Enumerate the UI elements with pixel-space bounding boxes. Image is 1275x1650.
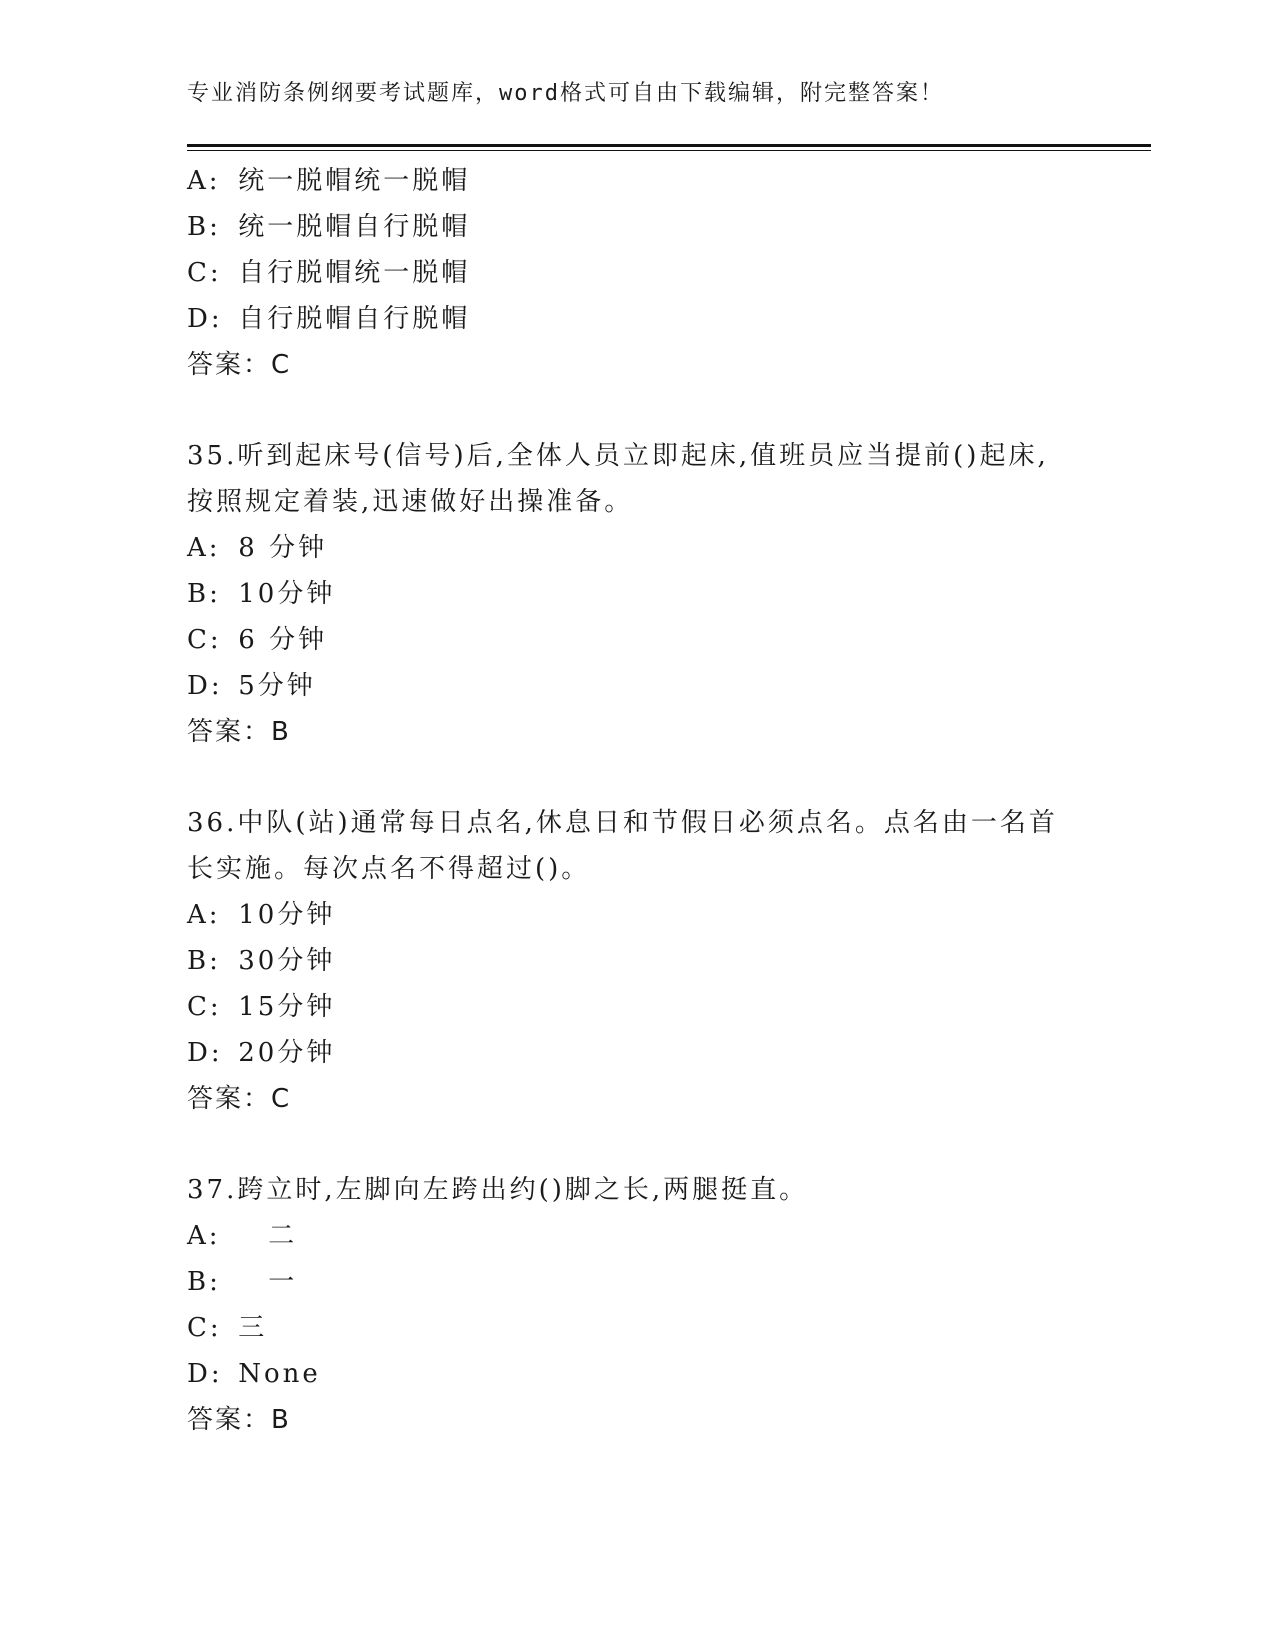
option-b: B: 30分钟 <box>187 946 336 976</box>
option-d: D: 20分钟 <box>187 1038 336 1068</box>
question-text: 35.听到起床号(信号)后,全体人员立即起床,值班员应当提前()起床,按照规定着装,迅速做好出操准备。 <box>187 441 1049 517</box>
answer: 答案：C <box>187 350 292 380</box>
option-a: A: 10分钟 <box>187 900 336 930</box>
option-b: B: 10分钟 <box>187 579 336 609</box>
question-text: 37.跨立时,左脚向左跨出约()脚之长,两腿挺直。 <box>187 1175 809 1205</box>
header-rule-thin <box>187 150 1151 151</box>
option-c: C: 三 <box>187 1313 268 1343</box>
option-a: A: 统一脱帽统一脱帽 <box>187 166 471 196</box>
question-block <box>187 158 1087 388</box>
option-a: A: 8 分钟 <box>187 533 328 563</box>
answer: 答案：B <box>187 1405 291 1435</box>
document-header: 专业消防条例纲要考试题库，word格式可自由下载编辑，附完整答案！ <box>187 81 944 106</box>
option-c: C: 自行脱帽统一脱帽 <box>187 258 471 288</box>
option-d: D: None <box>187 1359 321 1389</box>
option-b: B: 统一脱帽自行脱帽 <box>187 212 471 242</box>
question-list <box>187 158 1087 1443</box>
question-block <box>187 433 1087 755</box>
header-rule-thick <box>187 144 1151 147</box>
option-b: B: 一 <box>187 1267 298 1297</box>
option-c: C: 6 分钟 <box>187 625 328 655</box>
question-block <box>187 1167 1087 1443</box>
answer: 答案：B <box>187 717 291 747</box>
answer: 答案：C <box>187 1084 292 1114</box>
option-a: A: 二 <box>187 1221 298 1251</box>
option-d: D: 自行脱帽自行脱帽 <box>187 304 471 334</box>
option-c: C: 15分钟 <box>187 992 336 1022</box>
question-block <box>187 800 1087 1122</box>
option-d: D: 5分钟 <box>187 671 316 701</box>
question-text: 36.中队(站)通常每日点名,休息日和节假日必须点名。点名由一名首长实施。每次点名不得超过()。 <box>187 808 1058 884</box>
